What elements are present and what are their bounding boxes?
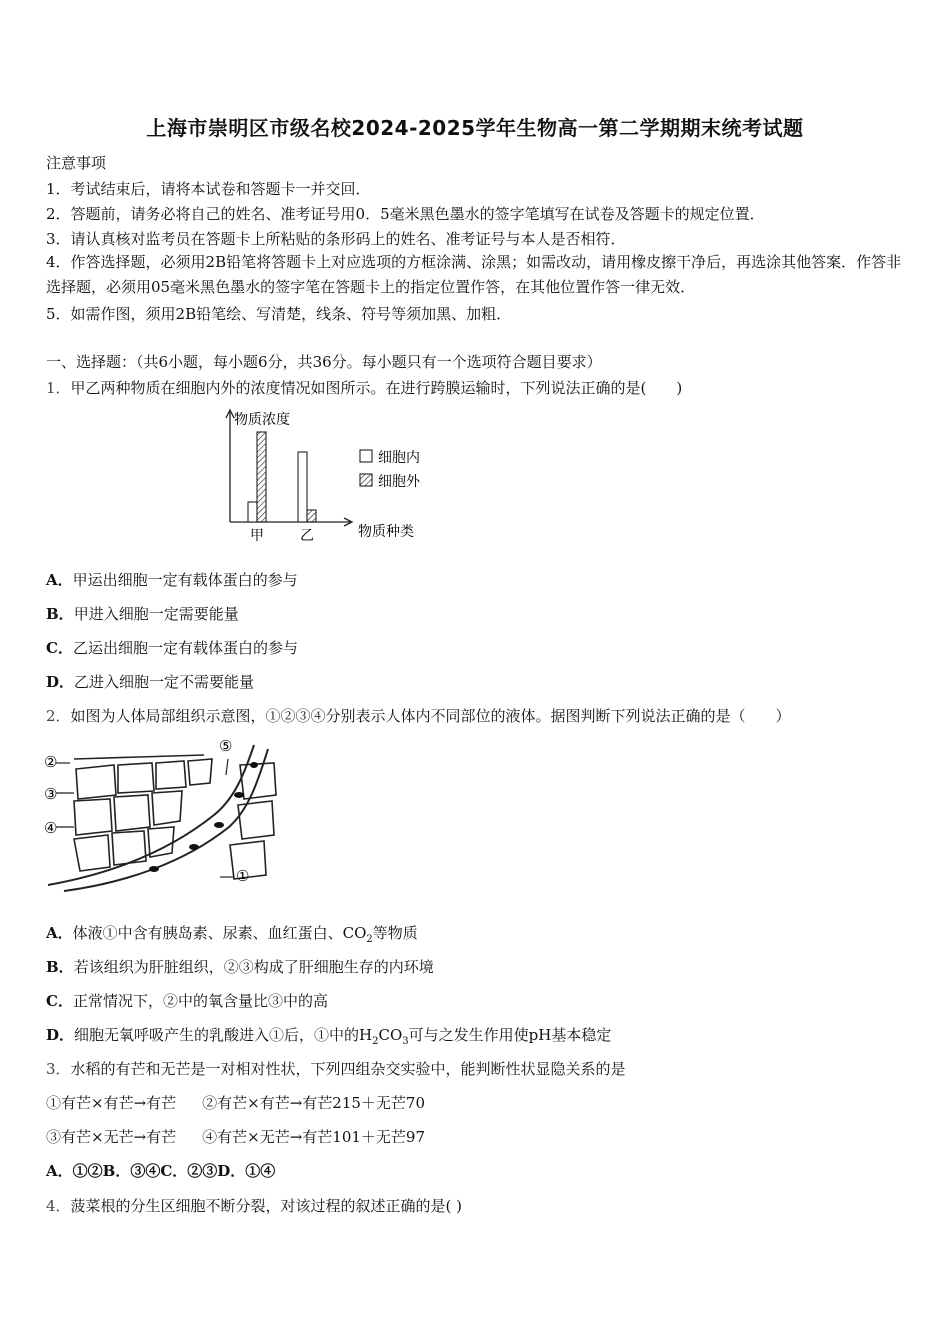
legend-label: 细胞内 <box>378 450 420 466</box>
cross-1: ①有芒×有芒→有芒 <box>46 1094 177 1112</box>
figure-label-1: ① <box>236 867 250 885</box>
bar-jia-inside <box>248 502 257 522</box>
legend-swatch <box>360 474 372 486</box>
option-text: 细胞无氧呼吸产生的乳酸进入①后，①中的H <box>74 1026 373 1044</box>
bar-jia-outside <box>257 432 266 522</box>
page-title: 上海市崇明区市级名校2024-2025学年生物高一第二学期期末统考试题 <box>146 116 804 140</box>
question-number: 3． <box>46 1060 71 1078</box>
x-axis-label: 物质种类 <box>358 524 414 540</box>
figure-label-3: ③ <box>44 785 58 803</box>
question-number: 1． <box>46 379 71 397</box>
question-4-stem <box>46 1195 462 1216</box>
y-axis-label: 物质浓度 <box>234 412 290 428</box>
option-text: 若该组织为肝脏组织，②③构成了肝细胞生存的内环境 <box>73 958 434 976</box>
option-d[interactable] <box>46 1024 611 1047</box>
option-label: D． <box>46 1026 75 1044</box>
option-text: 甲运出细胞一定有载体蛋白的参与 <box>72 571 298 589</box>
option-text: CO <box>378 1026 403 1044</box>
option-label: C． <box>46 992 73 1010</box>
question-2-stem <box>46 705 791 726</box>
option-label: A． <box>46 571 73 589</box>
option-c[interactable] <box>46 990 328 1011</box>
figure-label-5: ⑤ <box>219 737 233 755</box>
option-label: B． <box>46 605 74 623</box>
question-text: 甲乙两种物质在细胞内外的浓度情况如图所示。在进行跨膜运输时，下列说法正确的是( ) <box>70 379 683 397</box>
category-label: 甲 <box>250 528 264 544</box>
bar-yi-inside <box>298 452 307 522</box>
option-text: 等物质 <box>372 924 418 942</box>
option-c[interactable] <box>46 637 298 658</box>
notice-item: 5．如需作图，须用2B铅笔绘、写清楚，线条、符号等须加黑、加粗． <box>46 305 512 323</box>
question-text: 如图为人体局部组织示意图，①②③④分别表示人体内不同部位的液体。据图判断下列说法正确的是（ ） <box>70 707 791 725</box>
legend-label: 细胞外 <box>378 474 420 490</box>
legend-swatch <box>360 450 372 462</box>
tissue-diagram <box>44 735 284 893</box>
answer-options[interactable]: A．①②B．③④C．②③D．①④ <box>46 1162 276 1180</box>
option-label: C． <box>46 639 73 657</box>
option-b[interactable] <box>46 603 239 624</box>
subscript: 3 <box>402 1036 409 1047</box>
notice-heading: 注意事项 <box>46 154 107 172</box>
bar-yi-outside <box>307 510 316 522</box>
cross-row <box>46 1126 425 1147</box>
option-a[interactable] <box>46 922 418 945</box>
option-label: A． <box>46 924 73 942</box>
option-d[interactable] <box>46 671 254 692</box>
question-number: 2． <box>46 707 71 725</box>
notice-item: 1．考试结束后，请将本试卷和答题卡一并交回． <box>46 180 371 198</box>
option-text: 乙进入细胞一定不需要能量 <box>74 673 255 691</box>
question-3-stem <box>46 1058 626 1079</box>
option-label: D． <box>46 673 75 691</box>
notice-item: 3．请认真核对监考员在答题卡上所粘贴的条形码上的姓名、准考证号与本人是否相符． <box>46 230 626 248</box>
notice-item: 2．答题前，请务必将自己的姓名、准考证号用0．5毫米黑色墨水的签字笔填写在试卷及答题卡的规定位置． <box>46 205 765 223</box>
category-label: 乙 <box>300 528 314 544</box>
question-text: 菠菜根的分生区细胞不断分裂，对该过程的叙述正确的是( ) <box>70 1197 463 1215</box>
option-b[interactable] <box>46 956 434 977</box>
option-text: 体液①中含有胰岛素、尿素、血红蛋白、CO <box>72 924 367 942</box>
option-text: 乙运出细胞一定有载体蛋白的参与 <box>72 639 298 657</box>
question-1-stem <box>46 377 682 398</box>
option-text: 正常情况下，②中的氧含量比③中的高 <box>72 992 328 1010</box>
cross-2: ②有芒×有芒→有芒215＋无芒70 <box>202 1094 425 1112</box>
option-a[interactable] <box>46 569 298 590</box>
subscript: 2 <box>366 934 373 945</box>
capillary-wall-line <box>74 755 204 759</box>
cross-4: ④有芒×无芒→有芒101＋无芒97 <box>202 1128 425 1146</box>
option-text: 甲进入细胞一定需要能量 <box>73 605 239 623</box>
section-heading: 一、选择题：（共6小题，每小题6分，共36分。每小题只有一个选项符合题目要求） <box>46 353 602 371</box>
concentration-bar-chart <box>220 404 440 546</box>
cross-row <box>46 1092 425 1113</box>
option-text: 可与之发生作用使pH基本稳定 <box>408 1026 612 1044</box>
notice-item: 4．作答选择题，必须用2B铅笔将答题卡上对应选项的方框涂满、涂黑；如需改动，请用橡皮擦干净后，再选涂其他答案．作答非选择题，必须用05毫米黑色墨水的签字笔在答题卡上的指定位置作答，在其他位置作答一律无效． <box>46 253 902 296</box>
figure-label-4: ④ <box>44 819 58 837</box>
option-label: B． <box>46 958 74 976</box>
question-text: 水稻的有芒和无芒是一对相对性状，下列四组杂交实验中，能判断性状显隐关系的是 <box>70 1060 626 1078</box>
question-number: 4． <box>46 1197 71 1215</box>
figure-label-2: ② <box>44 753 58 771</box>
cross-3: ③有芒×无芒→有芒 <box>46 1128 177 1146</box>
subscript: 2 <box>372 1036 379 1047</box>
